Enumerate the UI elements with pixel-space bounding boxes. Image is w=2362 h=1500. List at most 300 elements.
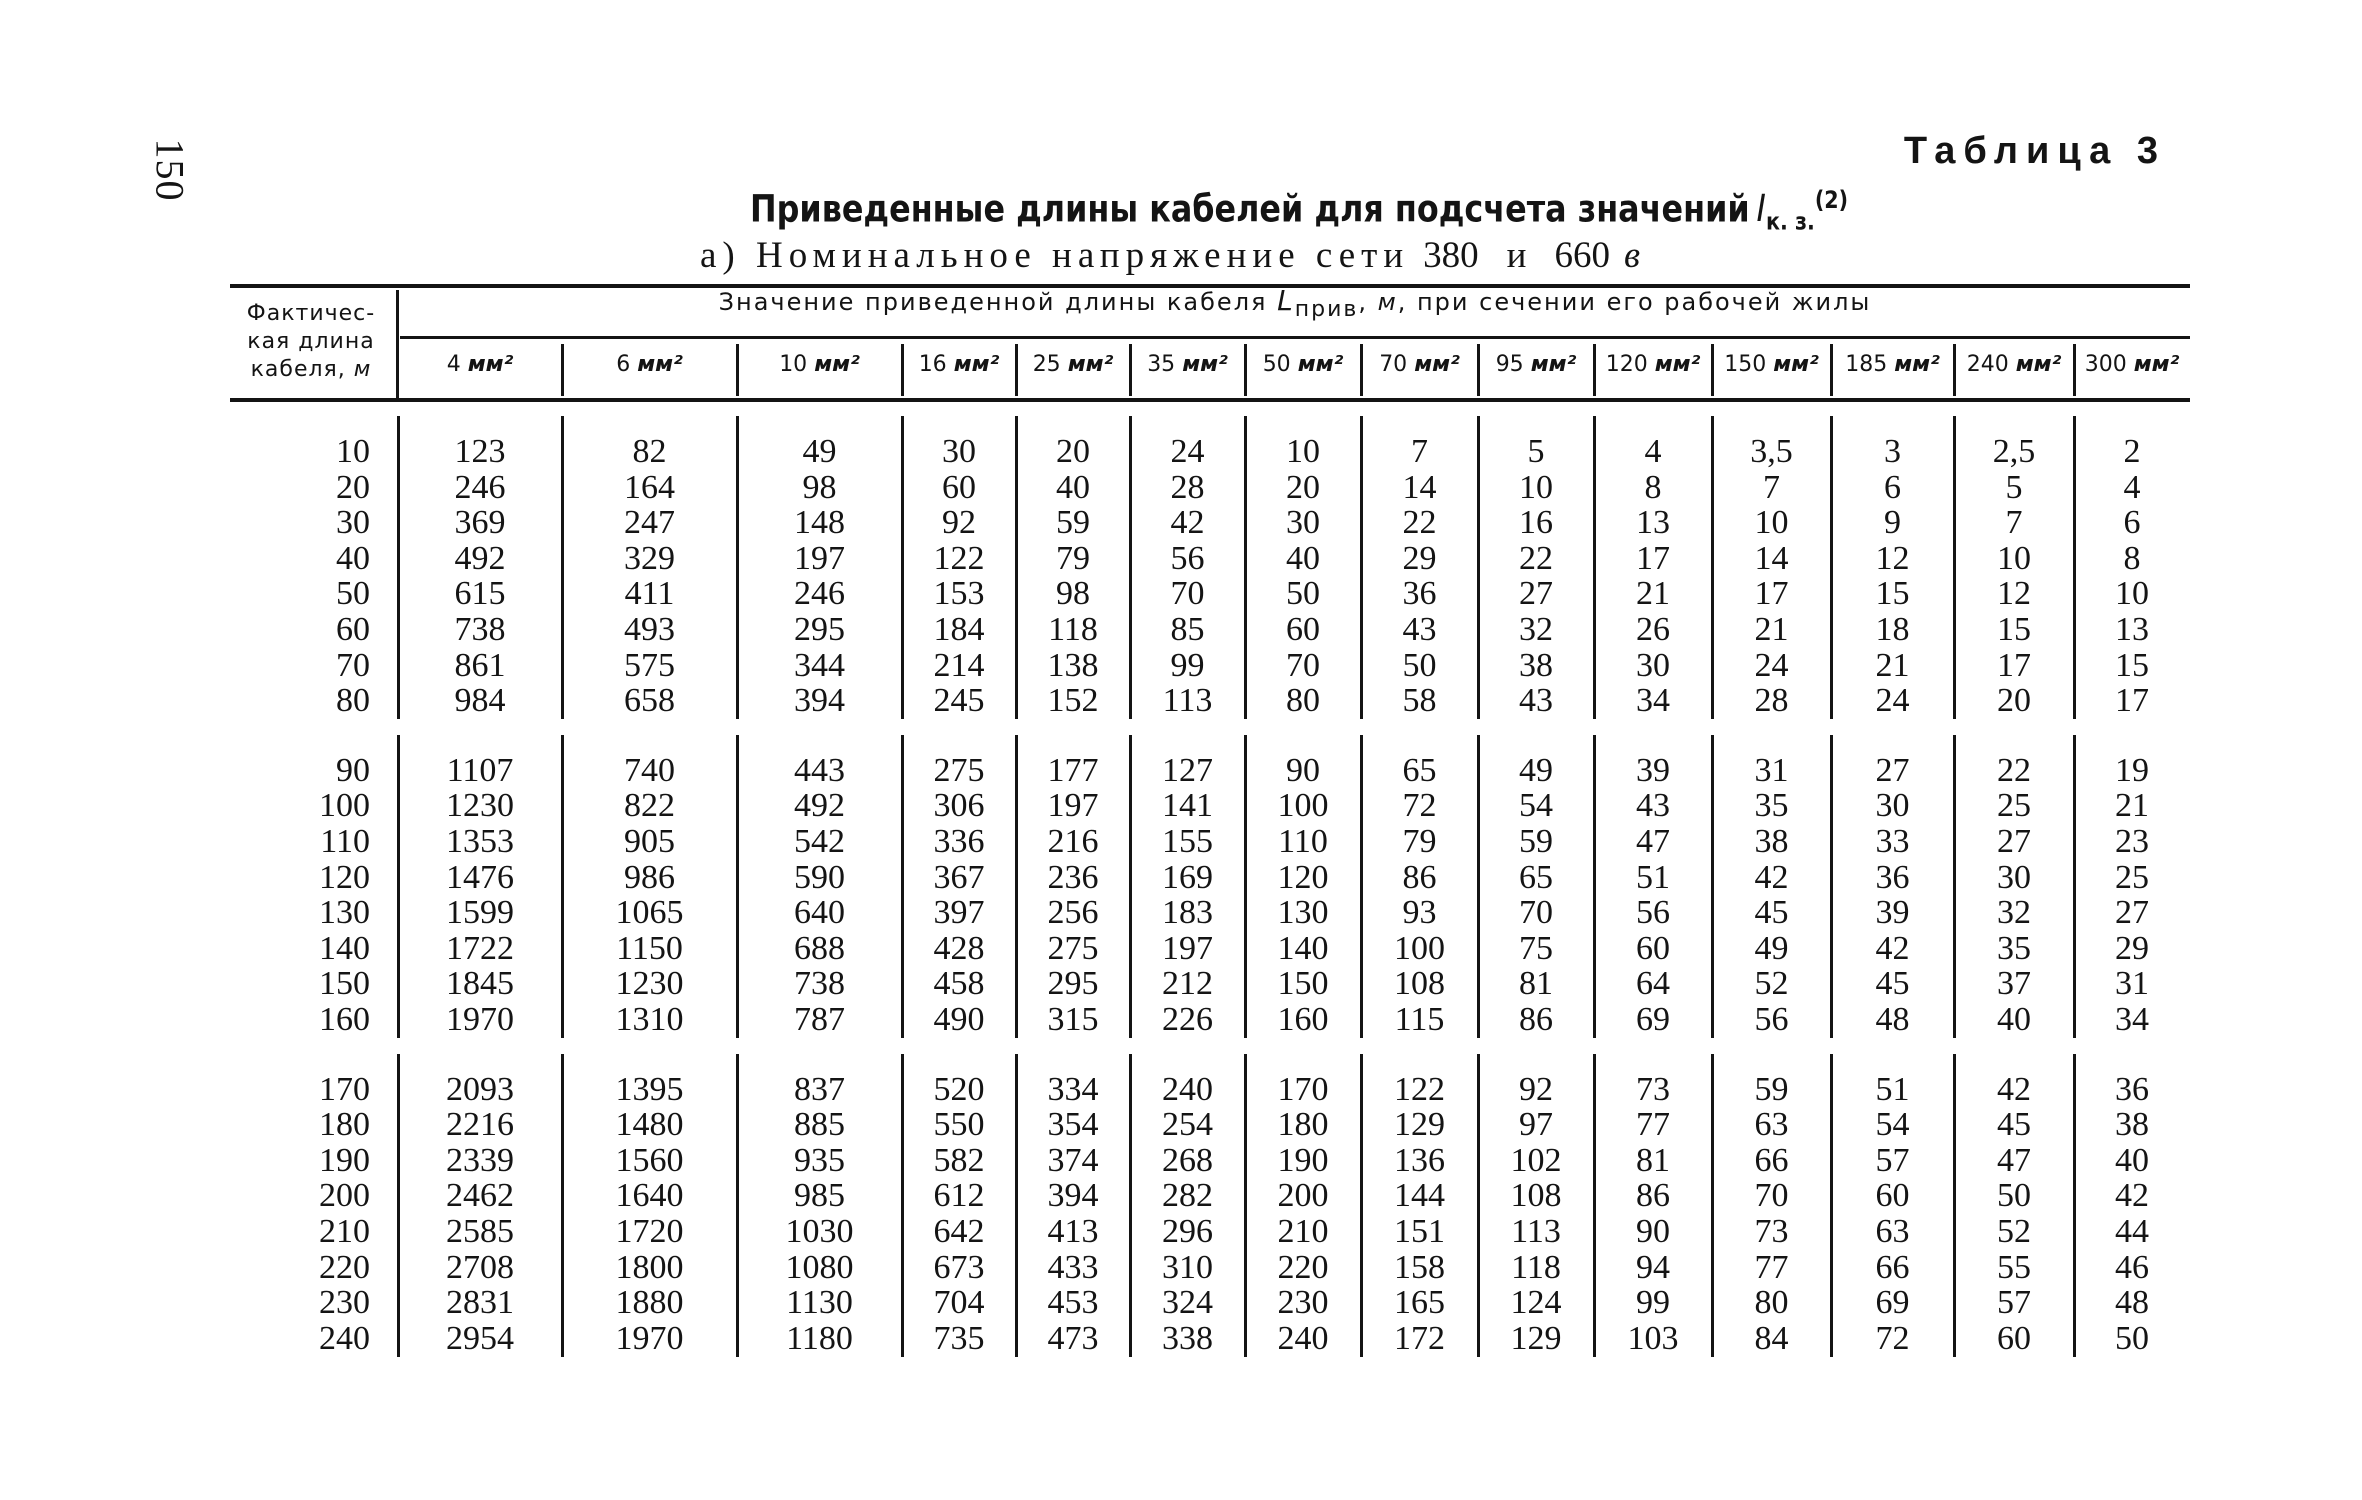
- reduced-length-cell: 94: [1636, 1248, 1670, 1286]
- reduced-length-cell: 56: [1754, 1001, 1789, 1038]
- reduced-length-cell: 17: [2115, 682, 2149, 720]
- column-header-value: 120: [1605, 352, 1655, 377]
- reduced-length-cell: 153: [933, 575, 985, 613]
- reduced-length-cell: 861: [454, 646, 506, 684]
- reduced-length-cell: 245: [933, 682, 985, 720]
- reduced-length-cell: 13: [1636, 504, 1670, 542]
- actual-length-cell: 20: [336, 468, 370, 506]
- column-header-150: [1712, 352, 1831, 377]
- reduced-length-cell: 136: [1394, 1141, 1445, 1179]
- reduced-length-cell: 688: [794, 929, 845, 967]
- reduced-length-cell: 329: [624, 539, 675, 577]
- reduced-length-cell: 212: [1162, 965, 1213, 1003]
- reduced-length-cell: 69: [1875, 1284, 1910, 1322]
- header-left-line-2: кая длина: [247, 329, 375, 354]
- reduced-length-cell: 22: [1997, 751, 2031, 789]
- reduced-length-cell: 369: [454, 504, 506, 542]
- reduced-length-cell: 59: [1056, 504, 1090, 542]
- reduced-length-cell: 123: [454, 433, 506, 470]
- reduced-length-cell: 92: [1519, 1070, 1553, 1108]
- column-header-50: [1245, 352, 1361, 377]
- reduced-length-cell: 490: [933, 1001, 985, 1038]
- column-header-value: 10: [779, 352, 815, 377]
- reduced-length-cell: 1353: [446, 823, 514, 860]
- reduced-length-cell: 1599: [446, 894, 514, 932]
- reduced-length-cell: 986: [624, 858, 675, 896]
- subtitle-prefix: а) Номинальное напряжение сети: [700, 235, 1410, 276]
- reduced-length-cell: 54: [1875, 1106, 1910, 1144]
- reduced-length-cell: 51: [1636, 858, 1670, 896]
- reduced-length-cell: 612: [933, 1177, 985, 1215]
- reduced-length-cell: 230: [1277, 1284, 1329, 1322]
- reduced-length-cell: 102: [1510, 1141, 1562, 1179]
- reduced-length-cell: 15: [2115, 646, 2149, 684]
- subtitle-conj: и: [1506, 235, 1527, 276]
- reduced-length-cell: 20: [1056, 433, 1090, 470]
- column-header-unit: мм²: [2133, 352, 2180, 377]
- reduced-length-cell: 453: [1047, 1284, 1099, 1322]
- reduced-length-cell: 30: [942, 433, 976, 470]
- actual-length-cell: 10: [336, 433, 370, 470]
- reduced-length-cell: 28: [1754, 682, 1789, 720]
- reduced-length-cell: 84: [1754, 1319, 1789, 1357]
- reduced-length-cell: 2585: [446, 1213, 514, 1250]
- reduced-length-cell: 86: [1519, 1001, 1553, 1038]
- reduced-length-cell: 42: [1170, 504, 1205, 542]
- reduced-length-cell: 23: [2115, 823, 2149, 860]
- reduced-length-cell: 1970: [615, 1319, 684, 1357]
- reduced-length-cell: 32: [1997, 894, 2031, 932]
- column-header-value: 50: [1262, 352, 1298, 377]
- column-header-value: 4: [446, 352, 468, 377]
- reduced-length-cell: 65: [1519, 858, 1553, 896]
- actual-length-cell: 230: [319, 1284, 370, 1322]
- reduced-length-cell: 640: [794, 894, 845, 932]
- reduced-length-cell: 22: [1402, 504, 1437, 542]
- reduced-length-cell: 108: [1510, 1177, 1562, 1215]
- reduced-length-cell: 183: [1162, 894, 1213, 932]
- reduced-length-cell: 129: [1510, 1319, 1562, 1357]
- reduced-length-cell: 103: [1627, 1319, 1679, 1357]
- actual-length-cell: 240: [319, 1319, 370, 1357]
- reduced-length-cell: 190: [1277, 1141, 1329, 1179]
- reduced-length-cell: 35: [1997, 929, 2031, 967]
- reduced-length-cell: 164: [624, 468, 675, 506]
- reduced-length-cell: 40: [1997, 1001, 2031, 1038]
- header-span-b: ,: [1358, 288, 1378, 316]
- reduced-length-cell: 124: [1510, 1284, 1562, 1322]
- column-header-unit: мм²: [1894, 352, 1940, 377]
- reduced-length-cell: 24: [1754, 646, 1789, 684]
- column-header-185: [1831, 352, 1954, 377]
- reduced-length-cell: 374: [1047, 1141, 1099, 1179]
- reduced-length-cell: 59: [1519, 823, 1553, 860]
- reduced-length-cell: 15: [1875, 575, 1910, 613]
- reduced-length-cell: 740: [624, 751, 675, 789]
- reduced-length-cell: 50: [1286, 575, 1320, 613]
- reduced-length-cell: 296: [1162, 1213, 1213, 1250]
- reduced-length-cell: 48: [2115, 1284, 2149, 1322]
- reduced-length-cell: 256: [1047, 894, 1099, 932]
- reduced-length-cell: 13: [2115, 611, 2149, 648]
- reduced-length-cell: 10: [1286, 433, 1320, 470]
- reduced-length-cell: 38: [1754, 823, 1789, 860]
- reduced-length-cell: 236: [1047, 858, 1099, 896]
- reduced-length-cell: 73: [1754, 1213, 1789, 1250]
- reduced-length-cell: 100: [1277, 787, 1329, 825]
- reduced-length-cell: 66: [1754, 1141, 1789, 1179]
- table-title: [750, 186, 1848, 236]
- reduced-length-cell: 1476: [446, 858, 514, 896]
- reduced-length-cell: 5: [2005, 468, 2023, 506]
- reduced-length-cell: 7: [1411, 433, 1428, 470]
- column-header-70: [1361, 352, 1478, 377]
- reduced-length-cell: 1107: [446, 751, 514, 789]
- reduced-length-cell: 79: [1056, 539, 1090, 577]
- column-header-value: 35: [1147, 352, 1183, 377]
- reduced-length-cell: 615: [454, 575, 506, 613]
- reduced-length-cell: 27: [1997, 823, 2031, 860]
- reduced-length-cell: 443: [794, 751, 845, 789]
- reduced-length-cell: 520: [933, 1070, 985, 1108]
- reduced-length-cell: 254: [1162, 1106, 1213, 1144]
- reduced-length-cell: 905: [624, 823, 675, 860]
- reduced-length-cell: 118: [1048, 611, 1098, 648]
- reduced-length-cell: 49: [1754, 929, 1789, 967]
- reduced-length-cell: 177: [1047, 751, 1099, 789]
- column-header-value: 240: [1966, 352, 2016, 377]
- reduced-length-cell: 411: [624, 575, 675, 613]
- reduced-length-cell: 1180: [786, 1319, 853, 1357]
- header-left-unit: м: [353, 357, 372, 382]
- reduced-length-cell: 6: [1884, 468, 1901, 506]
- reduced-length-cell: 9: [1884, 504, 1901, 542]
- reduced-length-cell: 81: [1636, 1141, 1670, 1179]
- reduced-length-cell: 268: [1162, 1141, 1213, 1179]
- reduced-length-cell: 306: [933, 787, 985, 825]
- reduced-length-cell: 200: [1277, 1177, 1329, 1215]
- column-header-16: [902, 352, 1016, 377]
- reduced-length-cell: 3: [1884, 433, 1901, 470]
- reduced-length-cell: 45: [1997, 1106, 2031, 1144]
- reduced-length-cell: 21: [1636, 575, 1670, 613]
- reduced-length-cell: 575: [624, 646, 675, 684]
- column-header-120: [1594, 352, 1712, 377]
- reduced-length-cell: 8: [1644, 468, 1662, 506]
- reduced-length-cell: 2093: [446, 1070, 514, 1108]
- reduced-length-cell: 85: [1170, 611, 1205, 648]
- reduced-length-cell: 60: [1875, 1177, 1910, 1215]
- reduced-length-cell: 113: [1162, 682, 1213, 720]
- reduced-length-cell: 1845: [446, 965, 514, 1003]
- reduced-length-cell: 935: [794, 1141, 845, 1179]
- reduced-length-cell: 158: [1394, 1248, 1445, 1286]
- reduced-length-cell: 40: [2115, 1141, 2149, 1179]
- reduced-length-cell: 57: [1875, 1141, 1910, 1179]
- voltage-660: 660: [1554, 235, 1610, 276]
- reduced-length-cell: 1130: [786, 1284, 853, 1322]
- reduced-length-cell: 58: [1402, 682, 1437, 720]
- reduced-length-cell: 240: [1277, 1319, 1329, 1357]
- reduced-length-cell: 165: [1394, 1284, 1445, 1322]
- reduced-length-cell: 26: [1636, 611, 1670, 648]
- reduced-length-cell: 2954: [446, 1319, 514, 1357]
- column-header-95: [1478, 352, 1594, 377]
- reduced-length-cell: 44: [2115, 1213, 2149, 1250]
- reduced-length-cell: 43: [1519, 682, 1553, 720]
- column-header-value: 16: [918, 352, 954, 377]
- reduced-length-cell: 27: [1875, 751, 1910, 789]
- reduced-length-cell: 197: [1162, 929, 1213, 967]
- reduced-length-cell: 29: [2115, 929, 2149, 967]
- reduced-length-cell: 735: [933, 1319, 985, 1357]
- reduced-length-cell: 492: [794, 787, 845, 825]
- reduced-length-cell: 428: [933, 929, 985, 967]
- reduced-length-cell: 80: [1286, 682, 1320, 720]
- voltage-380: 380: [1423, 235, 1479, 276]
- reduced-length-cell: 590: [794, 858, 845, 896]
- reduced-length-cell: 6: [2123, 504, 2141, 542]
- reduced-length-cell: 130: [1277, 894, 1329, 932]
- reduced-length-cell: 90: [1636, 1213, 1670, 1250]
- reduced-length-cell: 73: [1636, 1070, 1670, 1108]
- reduced-length-cell: 1230: [615, 965, 684, 1003]
- reduced-length-cell: 30: [1997, 858, 2031, 896]
- actual-length-cell: 100: [319, 787, 370, 825]
- column-header-value: 150: [1724, 352, 1774, 377]
- reduced-length-cell: 21: [1754, 611, 1789, 648]
- reduced-length-cell: 60: [942, 468, 976, 506]
- reduced-length-cell: 36: [1402, 575, 1437, 613]
- actual-length-cell: 60: [336, 611, 370, 648]
- reduced-length-cell: 240: [1162, 1070, 1213, 1108]
- reduced-length-cell: 64: [1636, 965, 1670, 1003]
- column-header-value: 185: [1845, 352, 1895, 377]
- column-header-unit: мм²: [467, 352, 514, 377]
- reduced-length-cell: 70: [1519, 894, 1553, 932]
- column-header-value: 6: [616, 352, 638, 377]
- actual-length-cell: 70: [336, 646, 370, 684]
- reduced-length-cell: 60: [1286, 611, 1320, 648]
- reduced-length-cell: 33: [1875, 823, 1910, 860]
- reduced-length-cell: 100: [1394, 929, 1445, 967]
- reduced-length-cell: 4: [1644, 433, 1662, 470]
- reduced-length-cell: 180: [1277, 1106, 1329, 1144]
- reduced-length-cell: 113: [1511, 1213, 1561, 1250]
- column-header-unit: мм²: [1067, 352, 1114, 377]
- column-header-35: [1130, 352, 1245, 377]
- reduced-length-cell: 12: [1875, 539, 1910, 577]
- reduced-length-cell: 144: [1394, 1177, 1445, 1215]
- reduced-length-cell: 8: [2123, 539, 2141, 577]
- reduced-length-cell: 50: [1997, 1177, 2031, 1215]
- reduced-length-cell: 138: [1047, 646, 1099, 684]
- actual-length-cell: 200: [319, 1177, 370, 1215]
- reduced-length-cell: 122: [1394, 1070, 1445, 1108]
- column-header-value: 70: [1379, 352, 1415, 377]
- reduced-length-cell: 90: [1286, 751, 1320, 789]
- header-span-sub: прив: [1294, 296, 1359, 322]
- voltage-unit: в: [1623, 235, 1641, 276]
- reduced-length-cell: 52: [1997, 1213, 2031, 1250]
- title-superscript: (2): [1814, 186, 1849, 214]
- reduced-length-cell: 214: [933, 646, 985, 684]
- reduced-length-cell: 30: [1286, 504, 1320, 542]
- actual-length-cell: 130: [319, 894, 370, 932]
- actual-length-cell: 110: [320, 823, 370, 860]
- reduced-length-cell: 86: [1402, 858, 1437, 896]
- reduced-length-cell: 49: [1519, 751, 1553, 789]
- reduced-length-cell: 25: [2115, 858, 2149, 896]
- reduced-length-cell: 275: [933, 751, 985, 789]
- reduced-length-cell: 42: [1754, 858, 1789, 896]
- reduced-length-cell: 120: [1277, 858, 1329, 896]
- reduced-length-cell: 81: [1519, 965, 1553, 1003]
- reduced-length-cell: 70: [1170, 575, 1205, 613]
- reduced-length-cell: 115: [1394, 1001, 1445, 1038]
- reduced-length-cell: 985: [794, 1177, 845, 1215]
- reduced-length-cell: 246: [454, 468, 506, 506]
- actual-length-cell: 220: [319, 1248, 370, 1286]
- reduced-length-cell: 52: [1754, 965, 1789, 1003]
- reduced-length-cell: 885: [794, 1106, 845, 1144]
- reduced-length-cell: 40: [1056, 468, 1090, 506]
- column-header-6: [562, 352, 737, 377]
- reduced-length-cell: 169: [1162, 858, 1213, 896]
- reduced-length-cell: 127: [1162, 751, 1213, 789]
- reduced-length-cell: 43: [1636, 787, 1670, 825]
- reduced-length-cell: 86: [1636, 1177, 1670, 1215]
- reduced-length-cell: 66: [1875, 1248, 1910, 1286]
- reduced-length-cell: 458: [933, 965, 985, 1003]
- column-header-4: [398, 352, 562, 377]
- reduced-length-cell: 99: [1170, 646, 1205, 684]
- reduced-length-cell: 36: [2115, 1070, 2149, 1108]
- header-split-rule: [400, 336, 2190, 339]
- column-header-value: 95: [1495, 352, 1531, 377]
- table-subtitle: [700, 234, 1640, 277]
- reduced-length-cell: 3,5: [1750, 433, 1793, 470]
- reduced-length-cell: 344: [794, 646, 845, 684]
- reduced-length-cell: 77: [1754, 1248, 1789, 1286]
- reduced-length-cell: 367: [933, 858, 985, 896]
- reduced-length-cell: 738: [794, 965, 845, 1003]
- reduced-length-cell: 310: [1162, 1248, 1213, 1286]
- reduced-length-cell: 397: [933, 894, 985, 932]
- actual-length-cell: 80: [336, 682, 370, 720]
- reduced-length-cell: 275: [1047, 929, 1099, 967]
- reduced-length-cell: 216: [1047, 823, 1099, 860]
- column-header-25: [1016, 352, 1130, 377]
- reduced-length-cell: 152: [1047, 682, 1099, 720]
- column-header-unit: мм²: [1530, 352, 1577, 377]
- reduced-length-cell: 1640: [615, 1177, 684, 1215]
- actual-length-cell: 120: [319, 858, 370, 896]
- reduced-length-cell: 1800: [615, 1248, 684, 1286]
- reduced-length-cell: 170: [1277, 1070, 1329, 1108]
- reduced-length-cell: 42: [2115, 1177, 2149, 1215]
- reduced-length-cell: 30: [1636, 646, 1670, 684]
- reduced-length-cell: 1722: [446, 929, 514, 967]
- reduced-length-cell: 210: [1277, 1213, 1329, 1250]
- reduced-length-cell: 25: [1997, 787, 2031, 825]
- reduced-length-cell: 14: [1402, 468, 1437, 506]
- reduced-length-cell: 35: [1754, 787, 1789, 825]
- reduced-length-cell: 70: [1286, 646, 1320, 684]
- reduced-length-cell: 2339: [446, 1141, 514, 1179]
- reduced-length-cell: 110: [1278, 823, 1328, 860]
- reduced-length-cell: 63: [1875, 1213, 1910, 1250]
- actual-length-cell: 160: [319, 1001, 370, 1038]
- column-header-unit: мм²: [637, 352, 683, 377]
- reduced-length-cell: 47: [1997, 1141, 2031, 1179]
- reduced-length-cell: 20: [1286, 468, 1320, 506]
- reduced-length-cell: 184: [933, 611, 985, 648]
- column-header-unit: мм²: [1654, 352, 1701, 377]
- reduced-length-cell: 1080: [785, 1248, 854, 1286]
- reduced-length-cell: 20: [1997, 682, 2031, 720]
- reduced-length-cell: 82: [632, 433, 667, 470]
- reduced-length-cell: 51: [1875, 1070, 1910, 1108]
- reduced-length-cell: 57: [1997, 1284, 2031, 1322]
- header-reduced-length: [400, 284, 2190, 322]
- reduced-length-cell: 295: [794, 611, 845, 648]
- reduced-length-cell: 10: [1519, 468, 1553, 506]
- reduced-length-cell: 1480: [615, 1106, 684, 1144]
- reduced-length-cell: 1150: [616, 929, 683, 967]
- reduced-length-cell: 17: [1997, 646, 2031, 684]
- title-text: Приведенные длины кабелей для подсчета значений: [750, 187, 1750, 231]
- reduced-length-cell: 493: [624, 611, 675, 648]
- reduced-length-cell: 10: [2115, 575, 2149, 613]
- actual-length-cell: 30: [336, 504, 370, 542]
- reduced-length-cell: 46: [2115, 1248, 2149, 1286]
- header-left-line-3: кабеля, м: [250, 357, 372, 382]
- header-span-symbol: L: [1277, 284, 1295, 317]
- reduced-length-cell: 1560: [615, 1141, 684, 1179]
- column-header-value: 25: [1032, 352, 1068, 377]
- reduced-length-cell: 80: [1754, 1284, 1789, 1322]
- reduced-length-cell: 247: [624, 504, 675, 542]
- reduced-length-cell: 5: [1527, 433, 1545, 470]
- reduced-length-cell: 50: [2115, 1319, 2149, 1357]
- reduced-length-cell: 70: [1754, 1177, 1789, 1215]
- reduced-length-cell: 1230: [446, 787, 514, 825]
- header-left-line-1: Фактичес-: [246, 301, 376, 326]
- reduced-length-cell: 24: [1170, 433, 1205, 470]
- reduced-length-cell: 31: [2115, 965, 2149, 1003]
- reduced-length-cell: 394: [794, 682, 845, 720]
- reduced-length-cell: 394: [1047, 1177, 1099, 1215]
- reduced-length-cell: 60: [1636, 929, 1670, 967]
- actual-length-cell: 180: [319, 1106, 370, 1144]
- reduced-length-cell: 38: [2115, 1106, 2149, 1144]
- reduced-length-cell: 56: [1170, 539, 1205, 577]
- reduced-length-cell: 42: [1997, 1070, 2031, 1108]
- reduced-length-cell: 787: [794, 1001, 845, 1038]
- reduced-length-cell: 17: [1754, 575, 1789, 613]
- reduced-length-cell: 738: [454, 611, 506, 648]
- reduced-length-cell: 2,5: [1992, 433, 2036, 470]
- reduced-length-cell: 673: [933, 1248, 985, 1286]
- reduced-length-cell: 16: [1519, 504, 1553, 542]
- reduced-length-cell: 2: [2123, 433, 2141, 470]
- title-symbol: I: [1756, 187, 1766, 231]
- reduced-length-cell: 155: [1162, 823, 1213, 860]
- reduced-length-cell: 43: [1402, 611, 1437, 648]
- reduced-length-cell: 72: [1875, 1319, 1910, 1357]
- reduced-length-cell: 54: [1519, 787, 1553, 825]
